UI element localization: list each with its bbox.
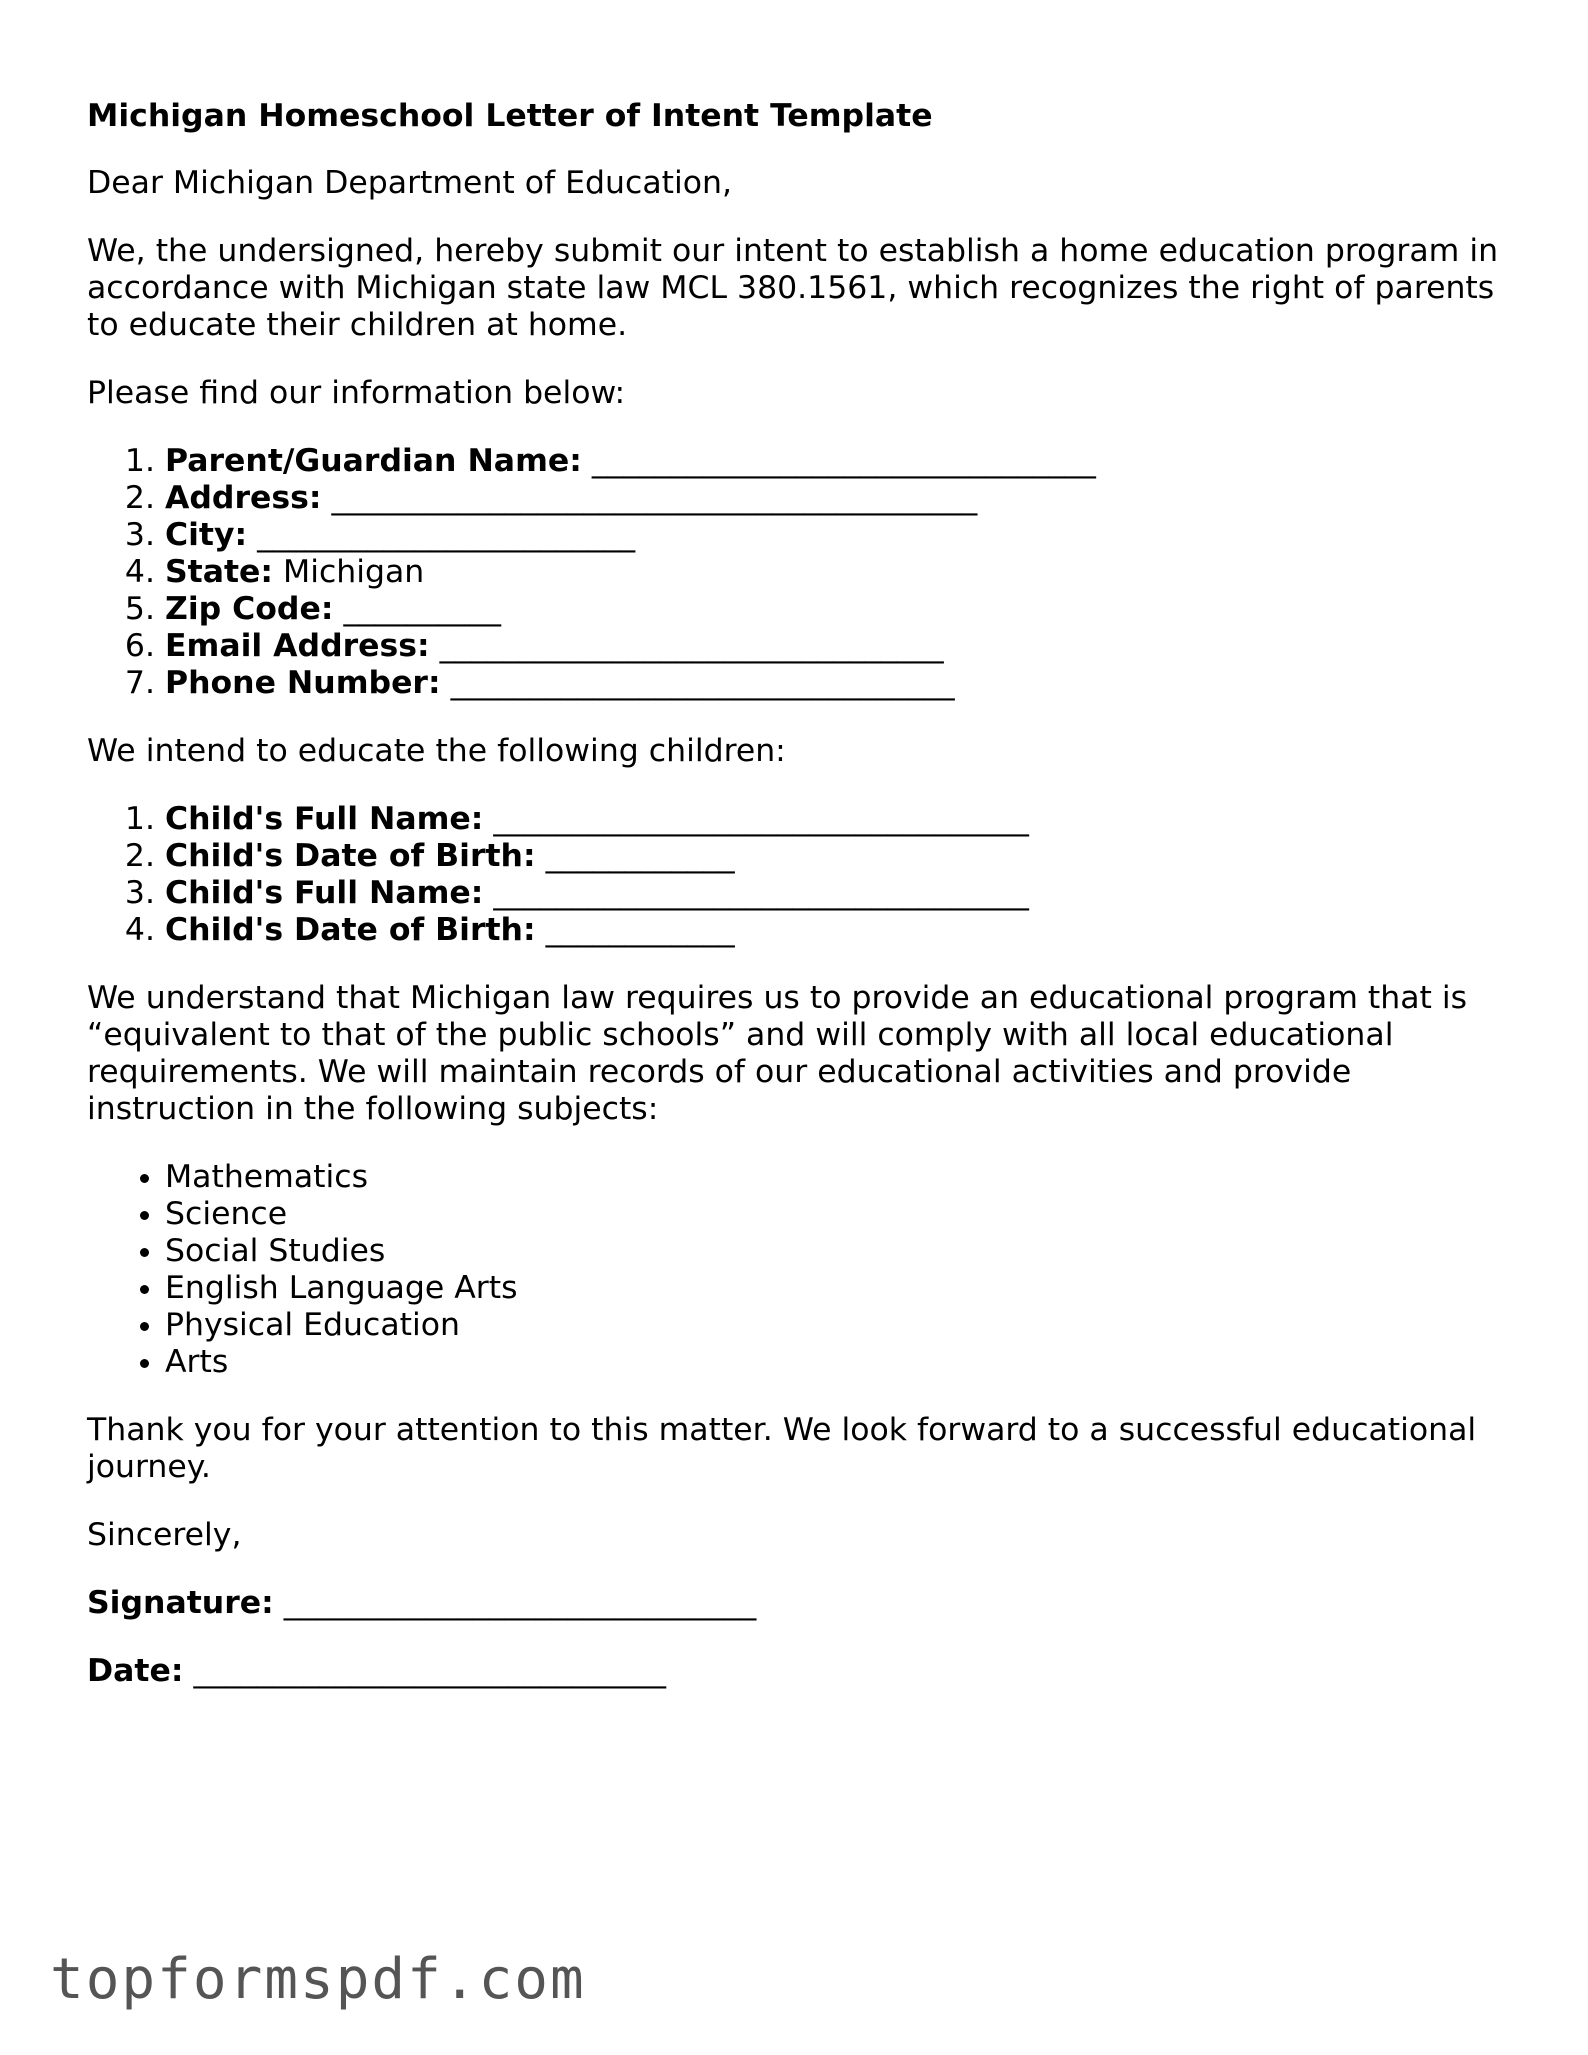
field-label: Child's Full Name: xyxy=(165,801,484,837)
signature-line xyxy=(87,1585,1507,1622)
state-value: Michigan xyxy=(283,554,425,590)
field-label: Child's Full Name: xyxy=(165,875,484,911)
signature-label: Signature: xyxy=(87,1585,274,1621)
intro-paragraph: We, the undersigned, hereby submit our intent to establish a home education program in accordance with Michigan state law MCL 380.1561, which recognizes the right of parents to educate their children at home. xyxy=(87,233,1499,343)
date-label: Date: xyxy=(87,1653,184,1689)
child-name-item xyxy=(165,875,1507,912)
field-label: Email Address: xyxy=(165,628,430,664)
document-title: Michigan Homeschool Letter of Intent Template xyxy=(87,98,933,134)
email-field[interactable]: ________________________________ xyxy=(439,628,944,664)
signature-field[interactable]: ______________________________ xyxy=(283,1585,757,1621)
field-label: Child's Date of Birth: xyxy=(165,912,536,948)
letter-page xyxy=(87,98,1507,1721)
salutation: Dear Michigan Department of Education, xyxy=(87,165,732,201)
city-field[interactable]: ________________________ xyxy=(257,517,636,553)
child-dob-item xyxy=(165,838,1507,875)
email-item xyxy=(165,628,1507,665)
state-item xyxy=(165,554,1507,591)
sign-off: Sincerely, xyxy=(87,1517,242,1553)
child-dob-field[interactable]: ____________ xyxy=(545,912,735,948)
phone-item xyxy=(165,665,1507,702)
parent-name-item xyxy=(165,443,1507,480)
date-line xyxy=(87,1653,1507,1690)
city-item xyxy=(165,517,1507,554)
field-label: City: xyxy=(165,517,248,553)
field-label: Address: xyxy=(165,480,322,516)
child-name-field[interactable]: __________________________________ xyxy=(493,801,1029,837)
subjects-list xyxy=(87,1159,1507,1381)
field-label: Child's Date of Birth: xyxy=(165,838,536,874)
field-label: Parent/Guardian Name: xyxy=(165,443,582,479)
zip-item xyxy=(165,591,1507,628)
field-label: Phone Number: xyxy=(165,665,441,701)
address-item xyxy=(165,480,1507,517)
child-name-field[interactable]: __________________________________ xyxy=(493,875,1029,911)
child-name-item xyxy=(165,801,1507,838)
subject-item: • Social Studies xyxy=(165,1233,1507,1270)
subject-item: • Mathematics xyxy=(165,1159,1507,1196)
field-label: State: xyxy=(165,554,274,590)
zip-field[interactable]: __________ xyxy=(343,591,501,627)
subject-item: • Physical Education xyxy=(165,1307,1507,1344)
date-field[interactable]: ______________________________ xyxy=(193,1653,666,1689)
phone-field[interactable]: ________________________________ xyxy=(450,665,955,701)
address-field[interactable]: _________________________________________ xyxy=(331,480,978,516)
subject-item: • Science xyxy=(165,1196,1507,1233)
children-heading: We intend to educate the following children: xyxy=(87,733,786,769)
parent-name-field[interactable]: ________________________________ xyxy=(591,443,1096,479)
watermark: topformspdf.com xyxy=(50,1947,586,2012)
closing-paragraph: Thank you for your attention to this matter. We look forward to a successful educational journey. xyxy=(87,1412,1477,1485)
child-dob-field[interactable]: ____________ xyxy=(545,838,735,874)
subject-item: • Arts xyxy=(165,1344,1507,1381)
child-dob-item xyxy=(165,912,1507,949)
info-heading: Please find our information below: xyxy=(87,375,626,411)
parent-info-list xyxy=(87,443,1507,702)
children-list xyxy=(87,801,1507,949)
understanding-paragraph: We understand that Michigan law requires us to provide an educational program that is “equivalent to that of the public schools” and will comply with all local educational requirements. We will maintain records of our educational activities and provide instruction in the following subjects: xyxy=(87,980,1468,1127)
subject-item: • English Language Arts xyxy=(165,1270,1507,1307)
field-label: Zip Code: xyxy=(165,591,334,627)
